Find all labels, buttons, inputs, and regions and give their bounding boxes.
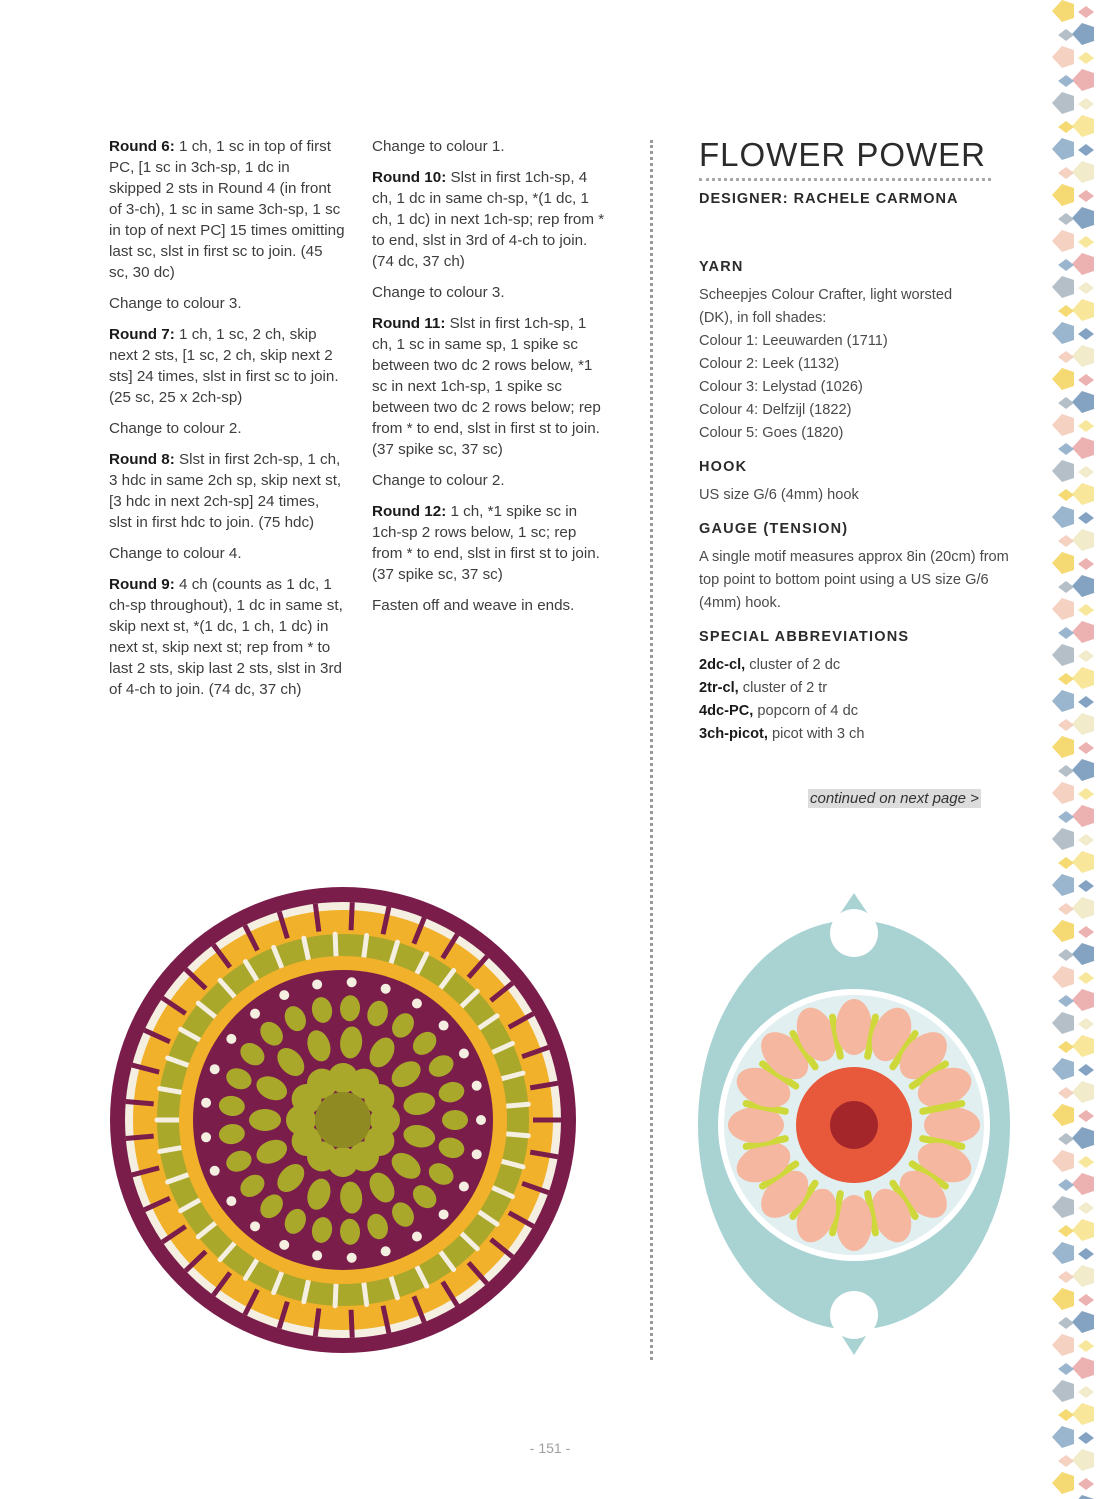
cream-dot [459,1181,469,1191]
border-tile [1052,920,1074,942]
border-tile [1058,581,1074,593]
border-tile [1078,6,1094,18]
instruction-text: Slst in first 1ch-sp, 1 ch, 1 sc in same sp, 1 spike sc between two dc 2 rows below, *1 sc in next 1ch-sp, 1 spike sc between two dc 2 rows below; rep from * to end, slst in first st to join. (37 spike sc, 37 sc) [372,315,601,458]
instruction-paragraph [109,449,345,533]
border-tile [1052,966,1074,988]
cream-dot [250,1009,260,1019]
abbreviation-item [699,677,1009,700]
cream-dot [472,1149,482,1159]
border-tile [1052,1012,1074,1034]
border-tile [1078,972,1094,984]
yarn-line: Colour 2: Leek (1132) [699,356,840,372]
instruction-paragraph [109,136,345,283]
abbreviations-list [699,654,1009,746]
border-tile [1078,328,1094,340]
popcorn-stitch [442,1110,468,1130]
cream-dot [312,1251,322,1261]
cream-dot [381,984,391,994]
abbreviation-definition: cluster of 2 tr [738,680,828,696]
round-label: Round 7: [109,326,175,343]
bottom-hole [830,1291,878,1339]
cream-dot [210,1064,220,1074]
border-tile [1072,621,1094,643]
border-tile [1078,1202,1094,1214]
center-core [315,1092,371,1148]
cream-dot [412,1232,422,1242]
abbreviation-definition: cluster of 2 dc [745,657,841,673]
border-tile [1058,75,1074,87]
border-tile [1052,92,1074,114]
cream-spike [364,936,367,958]
hook-heading: HOOK [699,459,748,475]
border-tile [1078,512,1094,524]
abbreviation-definition: picot with 3 ch [767,726,865,742]
cream-dot [250,1221,260,1231]
border-tile [1052,460,1074,482]
cream-spike [506,1134,528,1136]
border-tile [1072,1403,1094,1425]
border-tile [1072,529,1094,551]
instruction-paragraph [109,574,345,700]
abbreviation-term: 2dc-cl, [699,657,746,673]
cream-spike [335,934,336,956]
cream-dot [476,1115,486,1125]
border-tile [1078,1478,1094,1490]
border-tile [1058,1409,1074,1421]
spike-stitch [351,902,352,930]
yarn-details [699,284,1009,445]
border-tile [1072,713,1094,735]
border-tile [1072,943,1094,965]
border-tile [1078,1248,1094,1260]
border-tile [1072,1081,1094,1103]
border-tile [1052,414,1074,436]
border-tile [1078,1110,1094,1122]
border-tile [1052,1380,1074,1402]
instruction-text: Change to colour 2. [372,472,505,489]
border-tile [1052,874,1074,896]
instructions-column-1 [109,136,345,710]
yarn-line: Colour 5: Goes (1820) [699,425,844,441]
border-tile [1058,535,1074,547]
cream-spike [506,1104,528,1106]
border-tile [1058,1041,1074,1053]
pattern-info-panel [699,136,1009,750]
border-tile [1058,627,1074,639]
border-tile [1078,1386,1094,1398]
abbreviation-definition: popcorn of 4 dc [753,703,859,719]
border-tile [1078,52,1094,64]
hook-details: US size G/6 (4mm) hook [699,487,859,503]
border-tile [1052,552,1074,574]
instruction-text: Slst in first 1ch-sp, 4 ch, 1 dc in same ch-sp, *(1 dc, 1 ch, 1 dc) in next 1ch-sp; rep from * to end, slst in 3rd of 4-ch to join. (74 dc, 37 ch) [372,169,605,270]
border-tile [1052,1196,1074,1218]
yarn-line: Colour 1: Leeuwarden (1711) [699,333,888,349]
center-core [830,1101,878,1149]
border-tile [1058,1363,1074,1375]
border-tile [1052,1150,1074,1172]
flower-power-motif-image [694,885,1014,1360]
border-tile [1058,811,1074,823]
border-tile [1052,1058,1074,1080]
border-tile [1072,989,1094,1011]
cream-dot [347,1253,357,1263]
border-tile [1058,1271,1074,1283]
border-tile [1072,161,1094,183]
border-tile [1058,305,1074,317]
border-tile [1072,483,1094,505]
cream-dot [210,1166,220,1176]
border-tile [1078,282,1094,294]
spike-stitch [315,904,319,932]
border-tile [1072,851,1094,873]
border-tile [1072,69,1094,91]
cream-dot [472,1081,482,1091]
border-tile [1058,765,1074,777]
instruction-paragraph [372,136,608,157]
border-tile [1058,903,1074,915]
border-tile [1058,673,1074,685]
border-tile [1058,1317,1074,1329]
border-tile [1052,138,1074,160]
border-tile [1072,1035,1094,1057]
border-tile [1058,213,1074,225]
abbreviation-item [699,700,1009,723]
cream-dot [279,1240,289,1250]
instruction-text: 1 ch, *1 spike sc in 1ch-sp 2 rows below, 1 sc; rep from * to end, slst in first st to join. (37 spike sc, 37 sc) [372,503,600,583]
abbreviation-item [699,654,1009,677]
border-tile [1072,23,1094,45]
round-label: Round 9: [109,576,175,593]
border-tile [1078,236,1094,248]
cream-dot [226,1196,236,1206]
border-tile [1058,397,1074,409]
border-tile [1058,719,1074,731]
border-tile [1078,1064,1094,1076]
round-label: Round 6: [109,138,175,155]
title-underline [699,178,991,181]
column-divider [650,140,653,1360]
border-tile [1052,598,1074,620]
border-tile [1052,736,1074,758]
border-tile [1052,1242,1074,1264]
instruction-paragraph [372,167,608,272]
border-tile [1072,391,1094,413]
border-tile [1052,276,1074,298]
instruction-text: 1 ch, 1 sc in top of first PC, [1 sc in 3ch-sp, 1 dc in skipped 2 sts in Round 4 (in front of 3-ch), 1 sc in same 3ch-sp, 1 sc in top of next PC] 15 times omitting last sc, slst in first sc to join. (45 sc, 30 dc) [109,138,345,281]
cream-dot [312,979,322,989]
instruction-paragraph [372,470,608,491]
border-tile [1072,575,1094,597]
border-tile [1058,1455,1074,1467]
instruction-paragraph [109,293,345,314]
border-tile [1072,345,1094,367]
cream-dot [439,1209,449,1219]
border-tile [1072,667,1094,689]
decorative-border [1046,0,1100,1499]
round-label: Round 12: [372,503,447,520]
border-tile [1058,167,1074,179]
cream-dot [201,1098,211,1108]
border-tile [1078,558,1094,570]
yarn-line: Scheepjes Colour Crafter, light worsted [699,287,953,303]
instruction-text: Slst in first 2ch-sp, 1 ch, 3 hdc in same 2ch sp, skip next st, [3 hdc in next 2ch-sp] 24 times, slst in first hdc to join. (75 hdc) [109,451,342,531]
border-tile [1078,834,1094,846]
border-tile [1078,742,1094,754]
instruction-text: 4 ch (counts as 1 dc, 1 ch-sp throughout), 1 dc in same st, skip next st, *(1 dc, 1 ch, 1 dc) in next st, skip next st; rep from * to last 2 sts, skip last 2 sts, slst in 3rd of 4-ch to join. (74 dc, 37 ch) [109,576,343,698]
border-tile [1052,46,1074,68]
cream-spike [335,1284,336,1306]
border-tile [1058,351,1074,363]
gauge-details: A single motif measures approx 8in (20cm) from top point to bottom point using a US size G/6 (4mm) hook. [699,549,1009,611]
border-tile [1058,443,1074,455]
spike-stitch [126,1102,154,1104]
border-tile [1078,374,1094,386]
border-tile [1078,650,1094,662]
designer-credit: DESIGNER: RACHELE CARMONA [699,191,959,207]
border-tile [1072,1311,1094,1333]
border-tile [1052,1288,1074,1310]
border-tile [1072,805,1094,827]
border-tile [1078,1340,1094,1352]
border-tile [1078,144,1094,156]
cream-dot [226,1034,236,1044]
border-tile [1078,1294,1094,1306]
instruction-text: Change to colour 2. [109,420,242,437]
border-tile [1072,1127,1094,1149]
spike-stitch [315,1308,319,1336]
round-mandala-motif-image [108,885,578,1355]
yarn-heading: YARN [699,259,744,275]
instruction-text: 1 ch, 1 sc, 2 ch, skip next 2 sts, [1 sc, 2 ch, skip next 2 sts] 24 times, slst in first sc to join. (25 sc, 25 x 2ch-sp) [109,326,339,406]
spike-stitch [351,1310,352,1338]
abbreviation-term: 3ch-picot, [699,726,768,742]
instruction-paragraph [372,501,608,585]
border-tile [1058,857,1074,869]
border-tile [1072,437,1094,459]
border-tile [1072,299,1094,321]
border-tile [1052,322,1074,344]
border-tile [1078,926,1094,938]
border-tile [1052,1104,1074,1126]
abbreviation-item [699,723,1009,746]
cream-dot [459,1049,469,1059]
instruction-paragraph [372,282,608,303]
border-tile [1052,230,1074,252]
instructions-column-2 [372,136,608,626]
border-tile [1058,489,1074,501]
cream-dot [201,1132,211,1142]
instruction-text: Fasten off and weave in ends. [372,597,575,614]
border-tile [1072,897,1094,919]
border-tile [1052,1472,1074,1494]
instruction-paragraph [109,418,345,439]
instruction-text: Change to colour 3. [109,295,242,312]
border-tile [1058,259,1074,271]
border-tile [1052,1334,1074,1356]
spike-stitch [126,1136,154,1138]
border-tile [1072,207,1094,229]
border-tile [1052,782,1074,804]
border-tile [1052,0,1074,22]
abbreviations-heading: SPECIAL ABBREVIATIONS [699,629,910,645]
cream-dot [279,990,289,1000]
border-tile [1072,1173,1094,1195]
border-tile [1058,1179,1074,1191]
border-tile [1058,1087,1074,1099]
border-tile [1078,788,1094,800]
border-tile [1058,121,1074,133]
border-tile [1052,644,1074,666]
instruction-paragraph [372,595,608,616]
instruction-text: Change to colour 4. [109,545,242,562]
border-tile [1078,1018,1094,1030]
border-tile [1052,828,1074,850]
border-tile [1078,98,1094,110]
cream-dot [347,977,357,987]
cream-spike [364,1283,367,1305]
abbreviation-term: 4dc-PC, [699,703,754,719]
border-tile [1058,995,1074,1007]
border-tile [1072,115,1094,137]
continued-link[interactable]: continued on next page > [810,790,979,807]
border-tile [1052,506,1074,528]
border-tile [1052,368,1074,390]
border-tile [1072,1495,1094,1499]
border-tile [1058,1225,1074,1237]
border-tile [1052,184,1074,206]
page-number: - 151 - [529,1440,571,1456]
round-label: Round 8: [109,451,175,468]
instruction-paragraph [109,543,345,564]
border-tile [1078,604,1094,616]
instruction-paragraph [109,324,345,408]
pattern-title: FLOWER POWER [699,136,987,173]
border-tile [1072,759,1094,781]
instruction-paragraph [372,313,608,460]
border-tile [1078,190,1094,202]
border-tile [1072,1265,1094,1287]
cream-dot [439,1021,449,1031]
instruction-text: Change to colour 1. [372,138,505,155]
border-tile [1072,1357,1094,1379]
border-tile [1078,696,1094,708]
border-tile [1058,949,1074,961]
top-hole [830,909,878,957]
border-tile [1078,880,1094,892]
yarn-line: Colour 4: Delfzijl (1822) [699,402,852,418]
border-tile [1058,1133,1074,1145]
border-tile [1078,466,1094,478]
yarn-line: Colour 3: Lelystad (1026) [699,379,863,395]
round-label: Round 10: [372,169,447,186]
gauge-heading: GAUGE (TENSION) [699,521,849,537]
border-tile [1058,29,1074,41]
abbreviation-term: 2tr-cl, [699,680,739,696]
border-tile [1078,420,1094,432]
cream-dot [412,998,422,1008]
cream-dot [381,1246,391,1256]
border-tile [1052,690,1074,712]
border-tile [1072,253,1094,275]
border-tile [1078,1156,1094,1168]
round-label: Round 11: [372,315,446,332]
border-tile [1072,1219,1094,1241]
instruction-text: Change to colour 3. [372,284,505,301]
inner-popcorn-stitch [249,1109,281,1131]
yarn-line: (DK), in foll shades: [699,310,827,326]
